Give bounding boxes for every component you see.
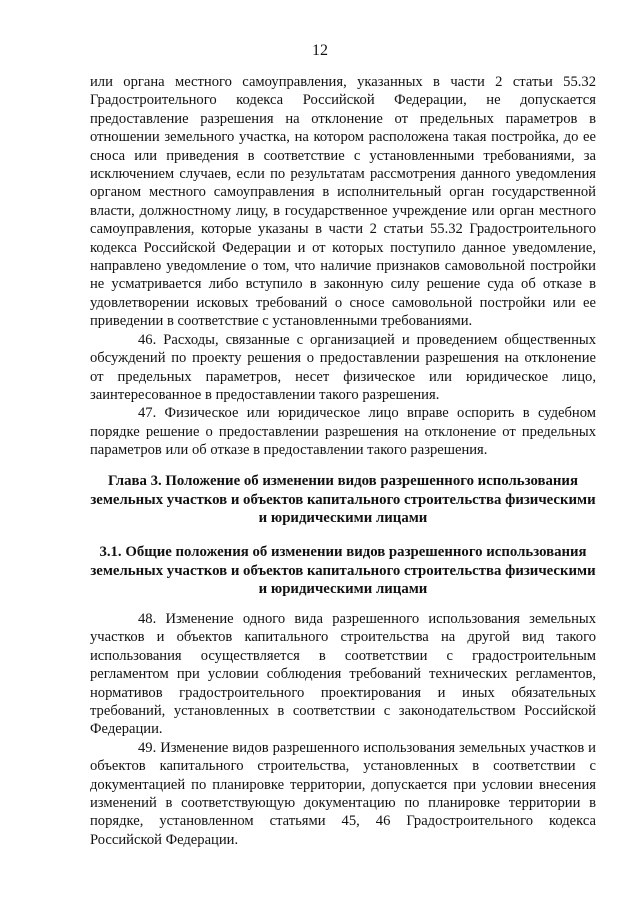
paragraph-45-continuation: или органа местного самоуправления, указанных в части 2 статьи 55.32 Градостроительного кодекса Российской Федерации, не допускается предоставление разрешения на отклонение от предельных параметров в отношении земельного участка, на котором расположена такая постройка, до ее сноса или приведения в соответствие с установленными требованиями, за исключением случаев, если по результатам рассмотрения данного уведомления органом местного самоуправления в исполнительный орган государственной власти, должностному лицу, в государственное учреждение или орган местного самоуправления, которые указаны в части 2 статьи 55.32 Градостроительного кодекса Российской Федерации и от которых поступило данное уведомление, направлено уведомление о том, что наличие признаков самовольной постройки не усматривается либо вступило в законную силу решение суда об отказе в удовлетворении исковых требований о сносе самовольной постройки или ее приведении в соответствие с установленными требованиями. <box>90 74 596 330</box>
text-block-top <box>90 73 596 460</box>
text-block-bottom <box>90 610 596 849</box>
paragraph-49: 49. Изменение видов разрешенного использования земельных участков и объектов капитального строительства, установленных в соответствии с документацией по планировке территории, допускается при условии внесения изменений в соответствующую документацию по планировке территории в порядке, установленном статьями 45, 46 Градостроительного кодекса Российской Федерации. <box>90 739 596 848</box>
paragraph-47: 47. Физическое или юридическое лицо вправе оспорить в судебном порядке решение о предоставлении разрешения на отклонение от предельных параметров или об отказе в предоставлении такого разрешения. <box>90 405 596 459</box>
chapter-heading: Глава 3. Положение об изменении видов разрешенного использования земельных участков и объектов капитального строительства физическими и юридическими лицами <box>90 473 596 527</box>
paragraph-48: 48. Изменение одного вида разрешенного использования земельных участков и объектов капитального строительства на другой вид такого использования осуществляется в соответствии с градостроительным регламентом при условии соблюдения требований технических регламентов, нормативов градостроительного проектирования и иных обязательных требований, установленных в соответствии с законодательством Российской Федерации. <box>90 611 596 738</box>
page-number: 12 <box>312 42 328 59</box>
paragraph-46: 46. Расходы, связанные с организацией и проведением общественных обсуждений по проекту решения о предоставлении разрешения на отклонение от предельных параметров, несет физическое или юридическое лицо, заинтересованное в предоставлении такого разрешения. <box>90 331 596 403</box>
section-heading: 3.1. Общие положения об изменении видов разрешенного использования земельных участков и объектов капитального строительства физическими и юридическими лицами <box>90 544 596 598</box>
